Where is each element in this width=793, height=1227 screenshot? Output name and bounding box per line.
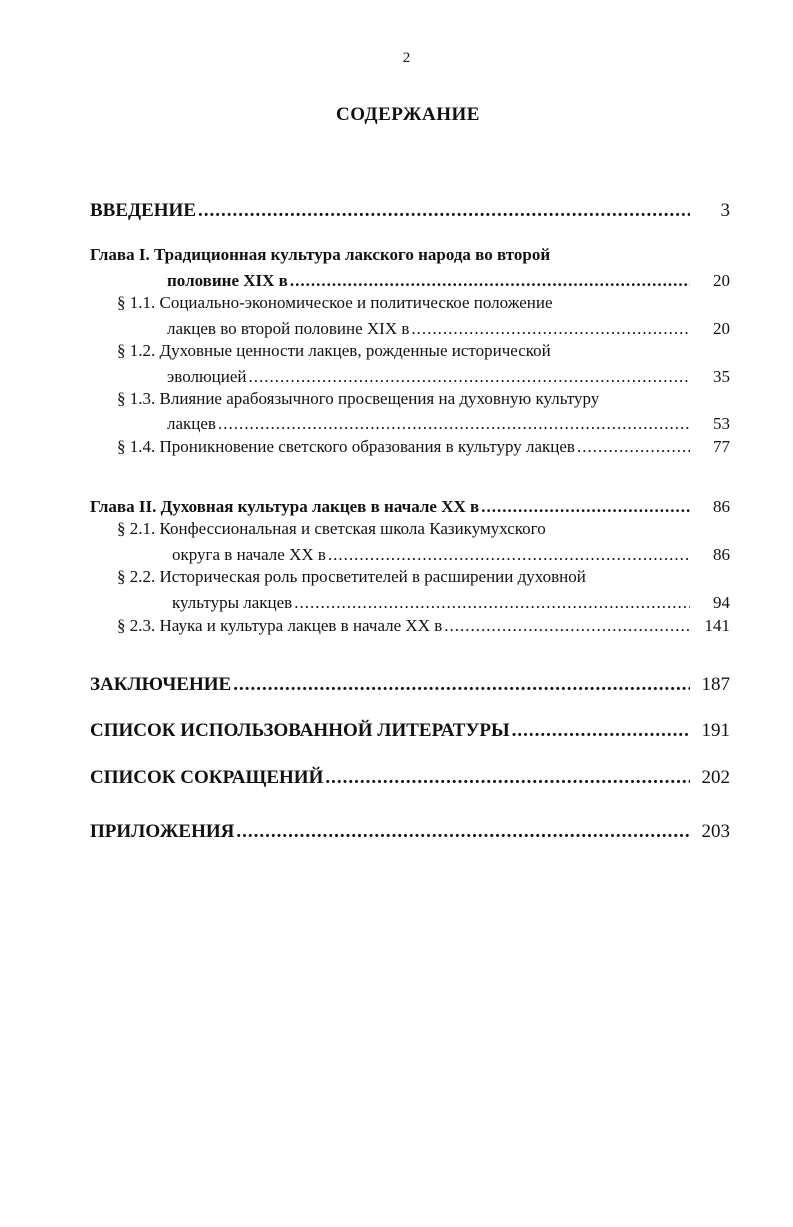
toc-page: 203: [701, 821, 730, 842]
toc-entry-intro[interactable]: [90, 198, 730, 222]
toc-page: 20: [713, 271, 730, 290]
toc-label: эволюцией: [167, 367, 247, 386]
toc-entry-appendix[interactable]: [90, 819, 730, 843]
toc-page: 141: [704, 616, 730, 635]
toc-page: 86: [713, 497, 730, 516]
toc-entry-chapter2[interactable]: [90, 494, 730, 518]
toc-page: 191: [701, 720, 730, 741]
toc-label: ВВЕДЕНИЕ: [90, 200, 196, 221]
dot-leader: [236, 821, 690, 843]
toc-page: 202: [701, 767, 730, 788]
dot-leader: [444, 615, 690, 637]
toc-label: ЗАКЛЮЧЕНИЕ: [90, 674, 232, 695]
toc-page: 35: [713, 367, 730, 386]
toc-entry-section-2-2[interactable]: [172, 590, 730, 614]
dot-leader: [198, 200, 690, 222]
toc-page: 3: [720, 200, 730, 221]
toc-label: половине XIX в: [167, 271, 288, 290]
page-title: СОДЕРЖАНИЕ: [336, 104, 480, 125]
toc-label: СПИСОК СОКРАЩЕНИЙ: [90, 767, 324, 788]
toc-entry-chapter1[interactable]: [167, 268, 730, 292]
toc-entry-section-1-2[interactable]: [167, 364, 730, 388]
dot-leader: [512, 720, 690, 742]
dot-leader: [325, 767, 690, 789]
toc-entry-abbreviations[interactable]: [90, 765, 730, 789]
page-number: 2: [402, 50, 411, 66]
toc-label: округа в начале XX в: [172, 545, 326, 564]
dot-leader: [577, 436, 690, 458]
toc-entry-conclusion[interactable]: [90, 672, 730, 696]
dot-leader: [233, 674, 690, 696]
toc-entry-chapter1-title[interactable]: Глава I. Традиционная культура лакского народа во второй: [90, 245, 551, 264]
dot-leader: [290, 270, 690, 292]
toc-entry-section-2-1-title[interactable]: § 2.1. Конфессиональная и светская школа Казикумухского: [117, 519, 546, 538]
toc-entry-section-2-1[interactable]: [172, 542, 730, 566]
toc-entry-section-1-4[interactable]: [117, 434, 730, 458]
toc-entry-section-2-2-title[interactable]: § 2.2. Историческая роль просветителей в расширении духовной: [117, 567, 586, 586]
toc-label: ПРИЛОЖЕНИЯ: [90, 821, 235, 842]
toc-entry-bibliography[interactable]: [90, 718, 730, 742]
dot-leader: [249, 366, 690, 388]
dot-leader: [294, 592, 690, 614]
toc-label: лакцев: [167, 414, 216, 433]
toc-label: СПИСОК ИСПОЛЬЗОВАННОЙ ЛИТЕРАТУРЫ: [90, 720, 510, 741]
toc-label: § 2.3. Наука и культура лакцев в начале XX в: [117, 616, 443, 635]
toc-label: лакцев во второй половине XIX в: [167, 319, 410, 338]
toc-entry-section-1-1[interactable]: [167, 316, 730, 340]
dot-leader: [411, 318, 690, 340]
toc-label: § 1.4. Проникновение светского образования в культуру лакцев: [117, 437, 575, 456]
toc-label: Глава II. Духовная культура лакцев в начале XX в: [90, 497, 480, 516]
dot-leader: [218, 413, 690, 435]
dot-leader: [481, 496, 690, 518]
toc-page: 94: [713, 593, 730, 612]
toc-entry-section-2-3[interactable]: [117, 613, 730, 637]
toc-page: 53: [713, 414, 730, 433]
toc-page: 86: [713, 545, 730, 564]
toc-entry-section-1-3[interactable]: [167, 411, 730, 435]
toc-page: 187: [701, 674, 730, 695]
toc-page: 77: [713, 437, 730, 456]
toc-page: 20: [713, 319, 730, 338]
toc-entry-section-1-2-title[interactable]: § 1.2. Духовные ценности лакцев, рожденные исторической: [117, 341, 551, 360]
toc-entry-section-1-1-title[interactable]: § 1.1. Социально-экономическое и политическое положение: [117, 293, 553, 312]
dot-leader: [328, 544, 690, 566]
toc-entry-section-1-3-title[interactable]: § 1.3. Влияние арабоязычного просвещения на духовную культуру: [117, 389, 600, 408]
toc-label: культуры лакцев: [172, 593, 293, 612]
